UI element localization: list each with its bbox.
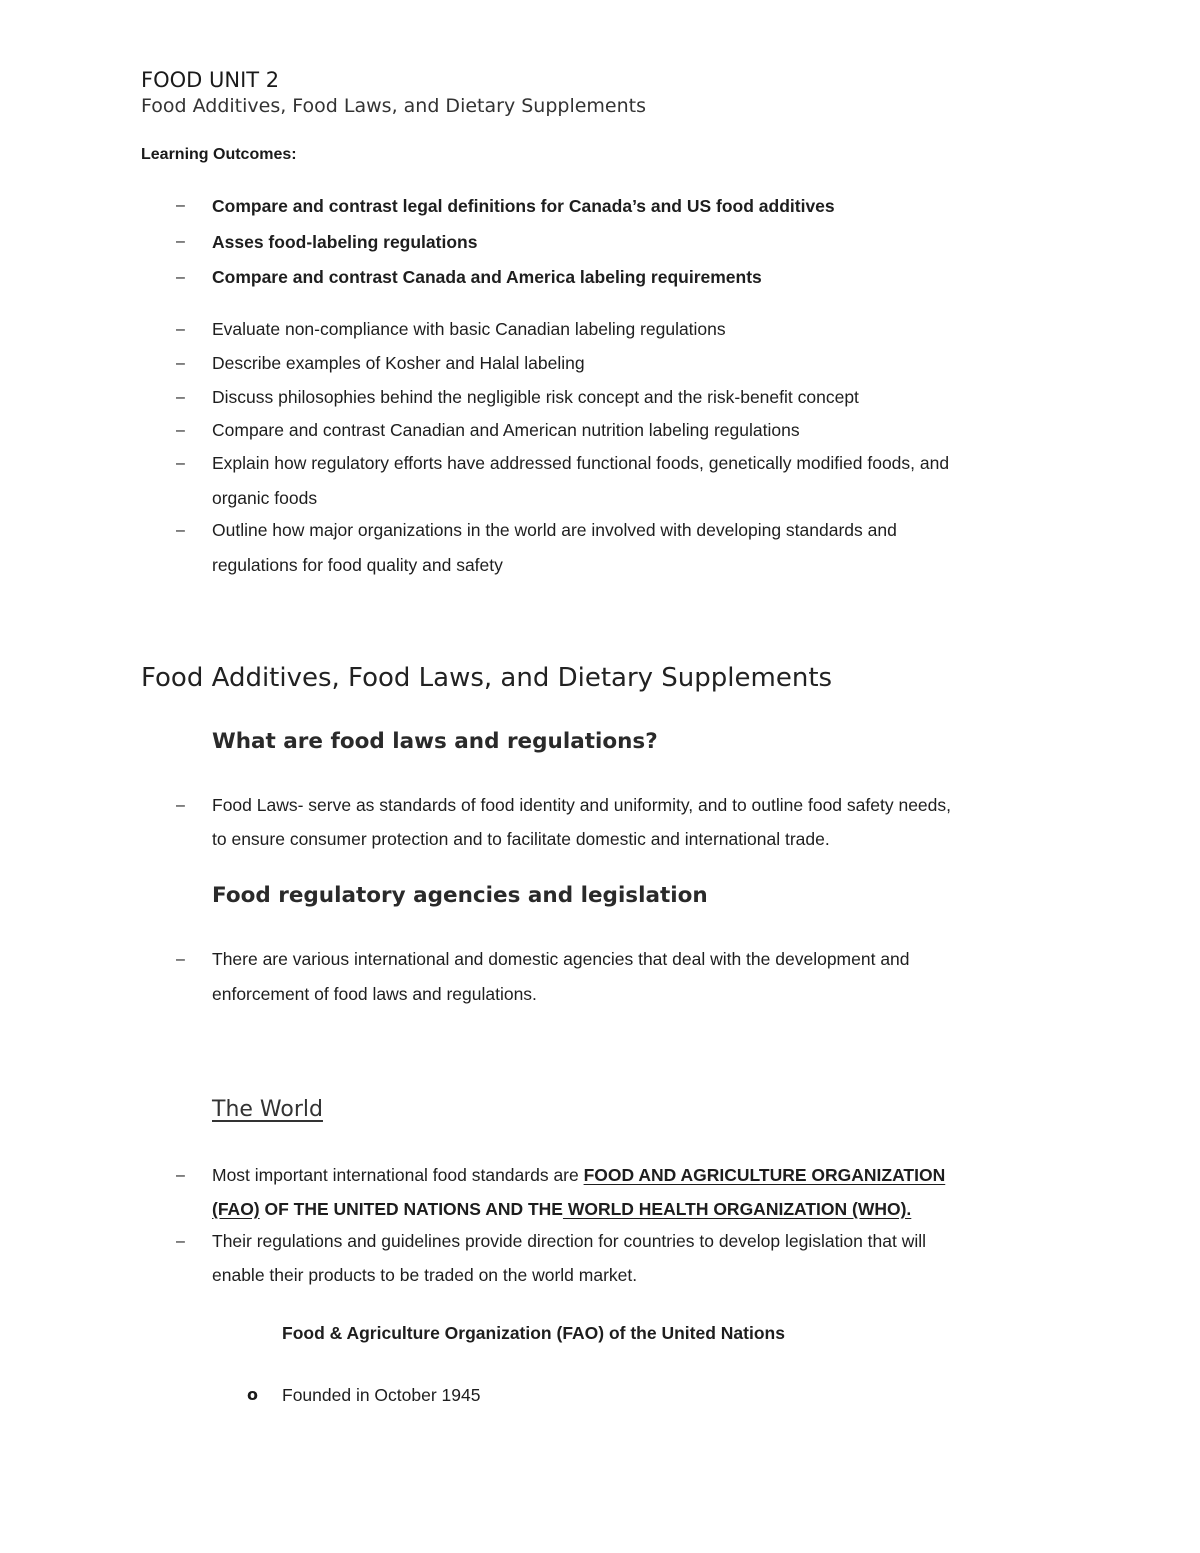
section-title: Food Additives, Food Laws, and Dietary Supplements xyxy=(141,663,833,693)
list-bullet: – xyxy=(176,233,185,250)
document-title: FOOD UNIT 2 xyxy=(141,68,280,92)
list-bullet: – xyxy=(176,1233,185,1250)
list-bullet: – xyxy=(176,522,185,539)
list-bullet: – xyxy=(176,797,185,814)
agencies-bullet-line-1: There are various international and domestic agencies that deal with the development and xyxy=(212,949,910,969)
fao-heading: Food & Agriculture Organization (FAO) of the United Nations xyxy=(282,1323,785,1343)
list-bullet: – xyxy=(176,422,185,439)
fao-acronym: (FAO) xyxy=(212,1199,260,1219)
laws-bullet-line-2: to ensure consumer protection and to facilitate domestic and international trade. xyxy=(212,829,830,849)
learning-outcome-2: Asses food-labeling regulations xyxy=(212,232,478,252)
world-bullet-1-line-1 xyxy=(212,1158,945,1192)
sub-list-bullet: o xyxy=(247,1385,258,1404)
learning-outcome-9-line-1: Outline how major organizations in the world are involved with developing standards and xyxy=(212,520,897,540)
fao-item-1: Founded in October 1945 xyxy=(282,1385,481,1405)
laws-heading: What are food laws and regulations? xyxy=(212,729,658,754)
world-bullet-1-prefix: Most important international food standards are xyxy=(212,1165,584,1185)
document-subtitle: Food Additives, Food Laws, and Dietary Supplements xyxy=(141,95,647,117)
learning-outcome-7: Compare and contrast Canadian and American nutrition labeling regulations xyxy=(212,420,800,440)
world-bullet-1-middle: OF THE UNITED NATIONS AND THE xyxy=(259,1199,563,1219)
list-bullet: – xyxy=(176,355,185,372)
world-bullet-1-line-2 xyxy=(212,1192,911,1226)
fao-name: FOOD AND AGRICULTURE ORGANIZATION xyxy=(583,1165,946,1185)
learning-outcome-3: Compare and contrast Canada and America labeling requirements xyxy=(212,267,762,287)
world-heading: The World xyxy=(212,1097,323,1122)
list-bullet: – xyxy=(176,197,185,214)
learning-outcome-5: Describe examples of Kosher and Halal labeling xyxy=(212,353,585,373)
laws-bullet-line-1: Food Laws- serve as standards of food identity and uniformity, and to outline food safety needs, xyxy=(212,795,951,815)
list-bullet: – xyxy=(176,1167,185,1184)
learning-outcome-8-line-2: organic foods xyxy=(212,488,318,508)
list-bullet: – xyxy=(176,951,185,968)
list-bullet: – xyxy=(176,321,185,338)
learning-outcome-9-line-2: regulations for food quality and safety xyxy=(212,555,503,575)
world-bullet-2-line-2: enable their products to be traded on the world market. xyxy=(212,1265,638,1285)
agencies-bullet-line-2: enforcement of food laws and regulations. xyxy=(212,984,537,1004)
list-bullet: – xyxy=(176,269,185,286)
learning-outcome-6: Discuss philosophies behind the negligible risk concept and the risk-benefit concept xyxy=(212,387,859,407)
world-bullet-2-line-1: Their regulations and guidelines provide direction for countries to develop legislation that will xyxy=(212,1231,927,1251)
learning-outcome-1: Compare and contrast legal definitions for Canada’s and US food additives xyxy=(212,196,835,216)
list-bullet: – xyxy=(176,455,185,472)
who-name: WORLD HEALTH ORGANIZATION (WHO). xyxy=(562,1199,912,1219)
list-bullet: – xyxy=(176,389,185,406)
learning-outcome-4: Evaluate non-compliance with basic Canadian labeling regulations xyxy=(212,319,726,339)
learning-outcome-8-line-1: Explain how regulatory efforts have addressed functional foods, genetically modified foods, and xyxy=(212,453,950,473)
agencies-heading: Food regulatory agencies and legislation xyxy=(212,883,708,908)
learning-outcomes-heading: Learning Outcomes: xyxy=(141,146,297,163)
